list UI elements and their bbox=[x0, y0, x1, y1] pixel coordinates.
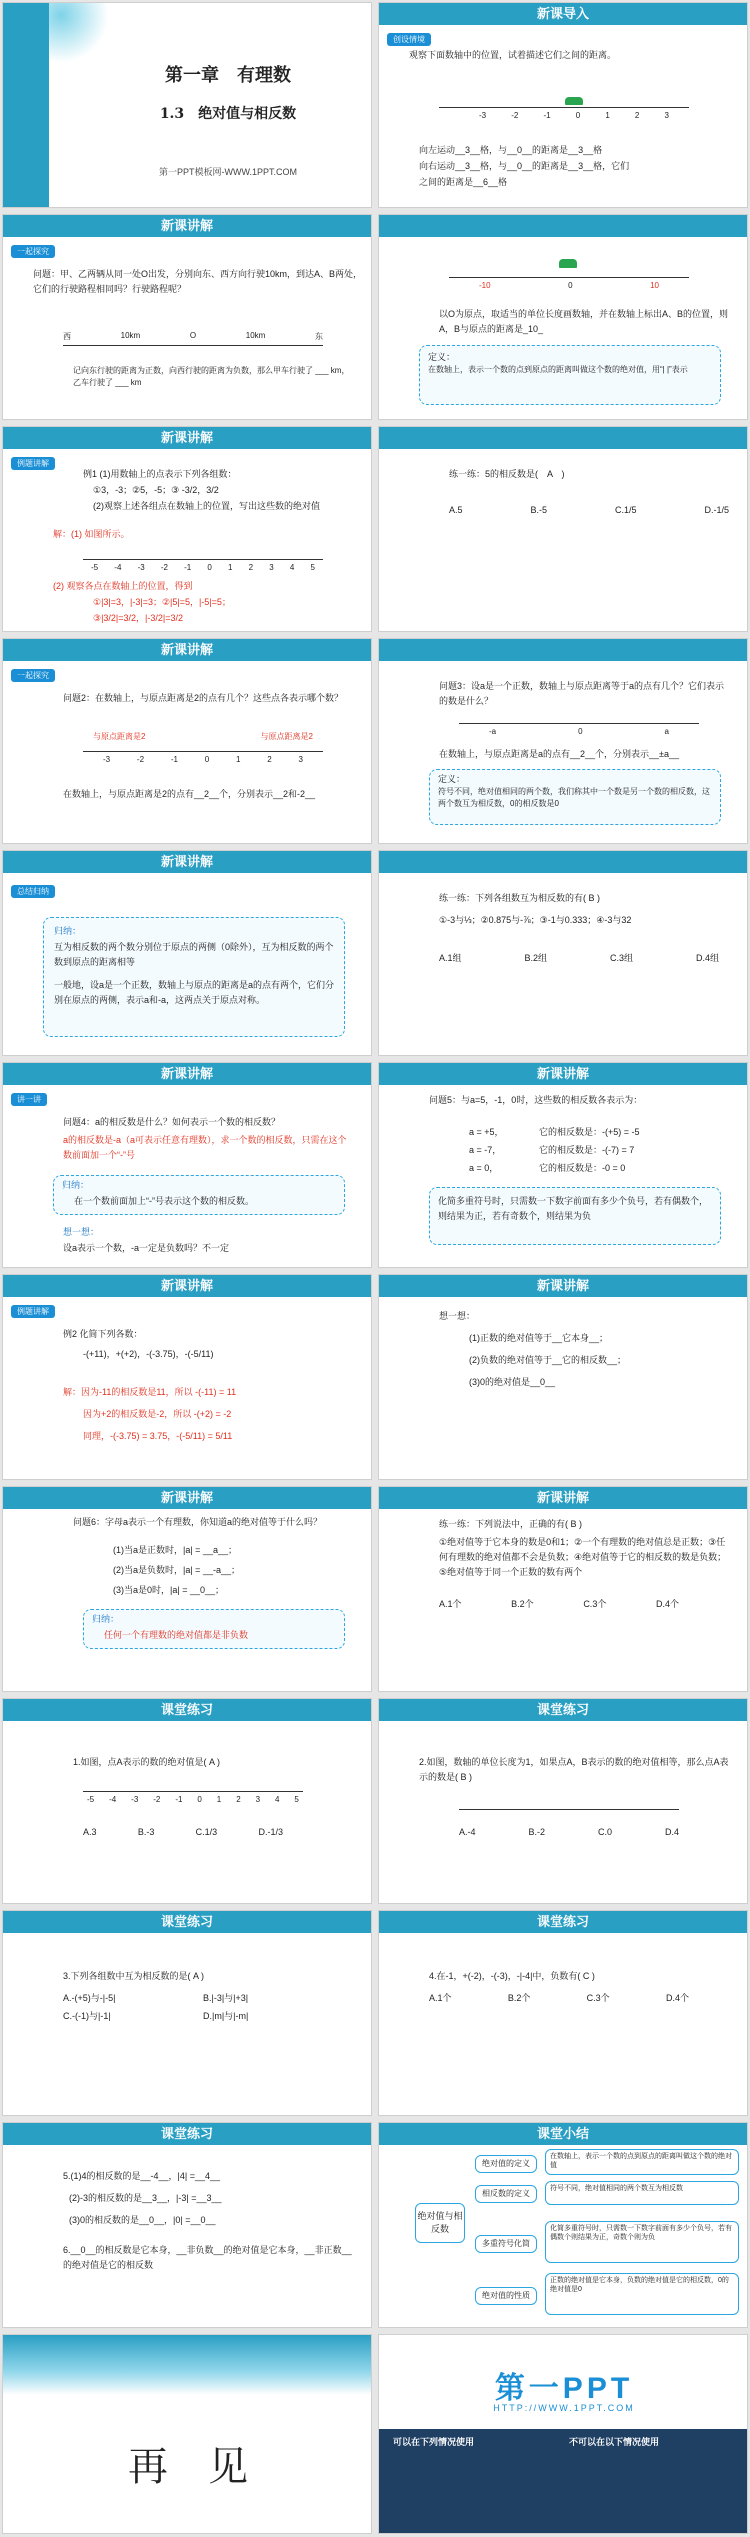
definition-title: 定义： bbox=[438, 774, 466, 784]
number-line bbox=[83, 751, 323, 752]
slide-header: 课堂练习 bbox=[3, 1911, 371, 1933]
question-text: 问题：甲、乙两辆从同一处O出发，分别向东、西方向行驶10km，到达A、B两处，它们的行驶路程相同吗？行驶路程呢？ bbox=[33, 269, 363, 294]
summary-text: 在一个数前面加上“-”号表示这个数的相反数。 bbox=[74, 1196, 254, 1206]
tick-labels: -5 -4 -3 -2 -1 0 1 2 3 4 5 bbox=[91, 563, 315, 572]
slide-practice-1 bbox=[378, 426, 748, 632]
info-panel bbox=[379, 2429, 748, 2534]
solution-1: 解：因为-11的相反数是11，所以 -(-11) = 11 bbox=[63, 1387, 237, 1397]
slide-header bbox=[379, 427, 747, 449]
logo-text: 第一PPT bbox=[494, 2372, 634, 2405]
number-line bbox=[83, 559, 323, 560]
options bbox=[459, 1827, 679, 1837]
branch-1: 绝对值的定义 bbox=[475, 2155, 537, 2173]
road-line bbox=[63, 345, 323, 346]
option-b[interactable]: B.2个 bbox=[507, 1993, 531, 2003]
slide-header bbox=[379, 851, 747, 873]
solution-2: 因为+2的相反数是-2，所以 -(+2) = -2 bbox=[83, 1409, 232, 1419]
car-icon bbox=[559, 259, 577, 268]
option-b[interactable]: B.-5 bbox=[530, 505, 547, 515]
definition-box bbox=[429, 769, 721, 825]
tick-labels: -3 -2 -1 0 1 2 3 bbox=[479, 111, 669, 120]
slide-header: 新课讲解 bbox=[379, 1487, 747, 1509]
slide-header: 新课讲解 bbox=[3, 215, 371, 237]
slide-intro bbox=[378, 2, 748, 208]
cover-left-band bbox=[3, 3, 49, 208]
question-text: 问题5：与a=5，-1，0时，这些数的相反数各表示为： bbox=[429, 1095, 643, 1105]
line-1: 向左运动__3__格，与__0__的距离是__3__格 bbox=[419, 145, 603, 155]
answer-text: a的相反数是-a（a可表示任意有理数），求一个数的相反数，只需在这个数前面加一个“-”号 bbox=[63, 1135, 347, 1160]
distance-labels: 与原点距离是2 与原点距离是2 bbox=[93, 732, 313, 741]
line-3: 之间的距离是__6__格 bbox=[419, 177, 508, 187]
slide-header: 课堂练习 bbox=[3, 1699, 371, 1721]
slide-header: 新课讲解 bbox=[379, 1063, 747, 1085]
options bbox=[439, 1597, 679, 1610]
option-a[interactable]: A.3 bbox=[83, 1827, 97, 1837]
line-2: (2)负数的绝对值等于__它的相反数__； bbox=[469, 1355, 627, 1365]
option-d[interactable]: D.-1/3 bbox=[258, 1827, 283, 1837]
note-text: 记向东行驶的距离为正数，向西行驶的距离为负数，那么甲车行驶了 ___ km，乙车行驶了 ___ km bbox=[73, 366, 350, 387]
question-text: 1.如图，点A表示的数的绝对值是( A ) bbox=[73, 1757, 221, 1767]
branch-3: 多重符号化简 bbox=[475, 2235, 537, 2253]
summary-box bbox=[429, 1187, 721, 1245]
option-a[interactable]: A.5 bbox=[449, 505, 463, 515]
option-b[interactable]: B.-3 bbox=[137, 1827, 155, 1837]
question-text: 问题2：在数轴上，与原点距离是2的点有几个？这些点各表示哪个数？ bbox=[63, 693, 344, 703]
option-c[interactable]: C.1/3 bbox=[195, 1827, 218, 1837]
question-text: 2.如图，数轴的单位长度为1，如果点A，B表示的数的绝对值相等，那么点A表示的数是( B ) bbox=[419, 1757, 729, 1782]
tick-labels: -5 -4 -3 -2 -1 0 1 2 3 4 5 bbox=[87, 1795, 299, 1804]
slide-exercise-3 bbox=[2, 1910, 372, 2116]
slide-practice-3 bbox=[378, 1486, 748, 1692]
option-d[interactable]: D.4组 bbox=[695, 953, 719, 963]
branch-2: 相反数的定义 bbox=[475, 2185, 537, 2203]
detail-2: 符号不同，绝对值相同的两个数互为相反数 bbox=[545, 2181, 739, 2205]
slide-explore-2 bbox=[2, 638, 372, 844]
row-2-right: 它的相反数是：-(-7) = 7 bbox=[539, 1145, 635, 1155]
number-line bbox=[83, 1791, 303, 1792]
answer-2: ③|3/2|=3/2，|-3/2|=3/2 bbox=[93, 613, 183, 623]
answer-text: 在数轴上，与原点距离是a的点有__2__个，分别表示__±a__ bbox=[439, 749, 679, 759]
answer-1: ①|3|=3，|-3|=3；②|5|=5，|-5|=5； bbox=[93, 597, 231, 607]
option-a[interactable]: A.1个 bbox=[439, 1599, 462, 1609]
row-2-left: a = -7， bbox=[469, 1145, 502, 1155]
definition-box bbox=[419, 345, 721, 405]
branch-4: 绝对值的性质 bbox=[475, 2287, 537, 2305]
leaf-decoration bbox=[3, 2335, 372, 2395]
slide-summary-1 bbox=[2, 850, 372, 1056]
slide-header: 课堂练习 bbox=[379, 1911, 747, 1933]
tick-labels: -3 -2 -1 0 1 2 3 bbox=[103, 755, 303, 764]
slide-exercise-4 bbox=[378, 1910, 748, 2116]
summary-title: 归纳： bbox=[62, 1180, 90, 1190]
items-text: ①-3与⅓；②0.875与-⅞；③-1与0.333；④-3与32 bbox=[439, 915, 632, 925]
option-c[interactable]: C.-(-1)与|-1| bbox=[63, 2011, 111, 2021]
option-a[interactable]: A.1组 bbox=[439, 953, 462, 963]
case-1: (1)当a是正数时，|a| = __a__； bbox=[113, 1545, 237, 1555]
option-c[interactable]: C.0 bbox=[597, 1827, 612, 1837]
number-line bbox=[459, 1809, 679, 1810]
statements: ①绝对值等于它本身的数是0和1；②一个有理数的绝对值总是正数；③任何有理数的绝对值都不会是负数；④绝对值等于它的相反数的数是负数；⑤绝对值等于同一个正数的数有两个 bbox=[439, 1537, 727, 1577]
slide-ad bbox=[378, 2334, 748, 2534]
option-d[interactable]: D.|m|与|-m| bbox=[203, 2011, 249, 2021]
option-a[interactable]: A.-(+5)与-|-5| bbox=[63, 1993, 116, 2003]
slide-header: 新课讲解 bbox=[3, 639, 371, 661]
slide-header: 课堂练习 bbox=[3, 2123, 371, 2145]
option-d[interactable]: D.4个 bbox=[665, 1993, 689, 2003]
site-url[interactable]: HTTP://WWW.1PPT.COM bbox=[493, 2403, 635, 2413]
example-items: ①3，-3；②5，-5；③ -3/2，3/2 bbox=[93, 485, 219, 495]
slide-exercise-5 bbox=[2, 2122, 372, 2328]
slide-exercise-2 bbox=[378, 1698, 748, 1904]
question-text: 3.下列各组数中互为相反数的是( A ) bbox=[63, 1971, 205, 1981]
question-text: 4.在-1，+(-2)，-(-3)，-|-4|中，负数有( C ) bbox=[429, 1971, 595, 1981]
slide-example-2 bbox=[2, 1274, 372, 1480]
end-text: 再 见 bbox=[128, 2444, 248, 2490]
detail-3: 化简多重符号时，只需数一下数字前面有多少个负号，若有偶数个则结果为正，奇数个则为负 bbox=[545, 2221, 739, 2263]
section-title: 1.3 绝对值与相反数 bbox=[159, 106, 297, 122]
think-text: 设a表示一个数，-a一定是负数吗？不一定 bbox=[63, 1243, 230, 1253]
options bbox=[439, 951, 719, 964]
slide-header: 新课导入 bbox=[379, 3, 747, 25]
definition-text: 符号不同，绝对值相同的两个数，我们称其中一个数是另一个数的相反数，这两个数互为相反数，0的相反数是0 bbox=[438, 787, 710, 808]
options bbox=[429, 1991, 689, 2004]
row-3-right: 它的相反数是：-0 = 0 bbox=[539, 1163, 626, 1173]
cover-footer: 第一PPT模板网-WWW.1PPT.COM bbox=[159, 167, 297, 177]
definition-title: 定义： bbox=[428, 352, 456, 362]
tag-label: 创设情境 bbox=[387, 33, 431, 46]
slide-opposite-examples bbox=[378, 1062, 748, 1268]
summary-title: 归纳： bbox=[54, 926, 82, 936]
summary-text-1: 互为相反数的两个数分别位于原点的两侧（0除外），互为相反数的两个数到原点的距离相等 bbox=[54, 942, 334, 967]
line-4: 6.__0__的相反数是它本身，__非负数__的绝对值是它本身，__非正数__的绝对值是它的相反数 bbox=[63, 2245, 352, 2270]
option-a[interactable]: A.-4 bbox=[459, 1827, 476, 1837]
chapter-title: 第一章 有理数 bbox=[165, 65, 291, 86]
slide-header: 新课讲解 bbox=[3, 427, 371, 449]
slide-abs-def bbox=[378, 214, 748, 420]
slide-explore-1 bbox=[2, 214, 372, 420]
definition-text: 在数轴上，表示一个数的点到原点的距离叫做这个数的绝对值，用“| |”表示 bbox=[428, 365, 688, 374]
slide-header bbox=[379, 215, 747, 237]
summary-text: 任何一个有理数的绝对值都是非负数 bbox=[104, 1630, 249, 1640]
slide-example-1 bbox=[2, 426, 372, 632]
line-3: (3)0的绝对值是__0__ bbox=[469, 1377, 556, 1387]
slide-practice-2 bbox=[378, 850, 748, 1056]
line-1: (1)正数的绝对值等于__它本身__； bbox=[469, 1333, 609, 1343]
options bbox=[449, 505, 729, 515]
slide-header bbox=[379, 639, 747, 661]
tick-labels: -a 0 a bbox=[489, 727, 669, 736]
slide-question-6 bbox=[2, 1486, 372, 1692]
option-d[interactable]: D.-1/5 bbox=[704, 505, 729, 515]
option-c[interactable]: C.3个 bbox=[583, 1599, 607, 1609]
leaf-decoration bbox=[49, 3, 109, 63]
case-3: (3)当a是0时，|a| = __0__； bbox=[113, 1585, 224, 1595]
detail-4: 正数的绝对值是它本身，负数的绝对值是它的相反数，0的绝对值是0 bbox=[545, 2273, 739, 2315]
row-1-right: 它的相反数是：-(+5) = -5 bbox=[539, 1127, 640, 1137]
option-d[interactable]: D.4个 bbox=[655, 1599, 679, 1609]
slide-header: 新课讲解 bbox=[3, 1487, 371, 1509]
summary-text: 化简多重符号时，只需数一下数字前面有多少个负号，若有偶数个，则结果为正，若有奇数个，则结果为负 bbox=[438, 1196, 709, 1221]
summary-box bbox=[83, 1609, 345, 1649]
question-text: 例2 化简下列各数： bbox=[63, 1329, 143, 1339]
slide-header: 课堂小结 bbox=[379, 2123, 747, 2145]
car-icon bbox=[565, 97, 583, 105]
prompt-text: 观察下面数轴中的位置，试着描述它们之间的距离。 bbox=[409, 50, 617, 60]
options bbox=[83, 1827, 283, 1837]
option-b[interactable]: B.2组 bbox=[524, 953, 547, 963]
body-text: 以O为原点，取适当的单位长度画数轴，并在数轴上标出A、B的位置，则A，B与原点的距离是_10_ bbox=[439, 309, 729, 334]
option-c[interactable]: C.1/5 bbox=[614, 505, 637, 515]
solution-label: 解：(1) 如图所示。 bbox=[53, 529, 130, 539]
marks: -10 0 10 bbox=[479, 281, 659, 290]
question-text: 问题4：a的相反数是什么？如何表示一个数的相反数？ bbox=[63, 1117, 281, 1127]
think-title: 想一想： bbox=[63, 1227, 100, 1237]
question-text: 问题3：设a是一个正数，数轴上与原点距离等于a的点有几个？它们表示的数是什么？ bbox=[439, 681, 725, 706]
slide-exercise-1 bbox=[2, 1698, 372, 1904]
line-2: (2)-3的相反数的是__3__，|-3| =__3__ bbox=[69, 2193, 222, 2203]
number-line bbox=[459, 723, 699, 724]
slide-header: 新课讲解 bbox=[3, 1063, 371, 1085]
road-labels: 西 10km O 10km 东 bbox=[63, 331, 323, 341]
example-q2: (2)观察上述各组点在数轴上的位置，写出这些数的绝对值 bbox=[93, 501, 321, 511]
option-d[interactable]: D.4 bbox=[664, 1827, 679, 1837]
row-1-left: a = +5， bbox=[469, 1127, 504, 1137]
slide-cover bbox=[2, 2, 372, 208]
answer-text: 在数轴上，与原点距离是2的点有__2__个，分别表示__2和-2__ bbox=[63, 789, 316, 799]
option-b[interactable]: B.|-3|与|+3| bbox=[203, 1993, 249, 2003]
slide-think bbox=[378, 1274, 748, 1480]
summary-text-2: 一般地，设a是一个正数，数轴上与原点的距离是a的点有两个，它们分别在原点的两侧，表示a和-a，这两点关于原点对称。 bbox=[54, 980, 335, 1005]
example-q1: 例1 (1)用数轴上的点表示下列各组数： bbox=[83, 469, 237, 479]
center-node: 绝对值与相反数 bbox=[415, 2203, 465, 2243]
option-c[interactable]: C.3组 bbox=[609, 953, 633, 963]
tag-label: 例题讲解 bbox=[11, 1305, 55, 1318]
case-2: (2)当a是负数时，|a| = __-a__； bbox=[113, 1565, 240, 1575]
summary-box bbox=[43, 917, 345, 1037]
tag-label: 例题讲解 bbox=[11, 457, 55, 470]
tag-label: 讲一讲 bbox=[11, 1093, 47, 1106]
number-line bbox=[439, 107, 689, 108]
option-b[interactable]: B.-2 bbox=[528, 1827, 545, 1837]
option-a[interactable]: A.1个 bbox=[429, 1993, 452, 2003]
line-3: (3)0的相反数的是__0__，|0| =__0__ bbox=[69, 2215, 216, 2225]
slide-header: 新课讲解 bbox=[3, 851, 371, 873]
question-text: 练一练：5的相反数是( A ) bbox=[449, 469, 565, 479]
solution-3: 同理，-(-3.75) = 3.75，-(-5/11) = 5/11 bbox=[83, 1431, 233, 1441]
question-text: 练一练：下列各组数互为相反数的有( B ) bbox=[439, 893, 600, 903]
slide-opposite-def bbox=[378, 638, 748, 844]
col-1-title: 可以在下列情况使用 bbox=[393, 2437, 475, 2447]
summary-box bbox=[53, 1175, 345, 1215]
line-1: 5.(1)4的相反数的是__-4__，|4| =__4__ bbox=[63, 2171, 220, 2181]
items-text: -(+11)，+(+2)，-(-3.75)，-(-5/11) bbox=[83, 1349, 214, 1359]
question-text: 练一练：下列说法中，正确的有( B ) bbox=[439, 1519, 582, 1529]
option-b[interactable]: B.2个 bbox=[511, 1599, 534, 1609]
tag-label: 一起探究 bbox=[11, 245, 55, 258]
tag-label: 总结归纳 bbox=[11, 885, 55, 898]
slide-header: 新课讲解 bbox=[379, 1275, 747, 1297]
col-2-title: 不可以在以下情况使用 bbox=[569, 2437, 660, 2447]
tag-label: 一起探究 bbox=[11, 669, 55, 682]
detail-1: 在数轴上，表示一个数的点到原点的距离叫做这个数的绝对值 bbox=[545, 2149, 739, 2175]
line-2: 向右运动__3__格，与__0__的距离是__3__格，它们 bbox=[419, 161, 630, 171]
think-title: 想一想： bbox=[439, 1311, 476, 1321]
observe-text: (2) 观察各点在数轴上的位置，得到 bbox=[53, 581, 193, 591]
slide-header: 课堂练习 bbox=[379, 1699, 747, 1721]
slide-header: 新课讲解 bbox=[3, 1275, 371, 1297]
slide-end bbox=[2, 2334, 372, 2534]
option-c[interactable]: C.3个 bbox=[586, 1993, 610, 2003]
slide-summary bbox=[378, 2122, 748, 2328]
question-text: 问题6：字母a表示一个有理数，你知道a的绝对值等于什么吗？ bbox=[73, 1517, 323, 1527]
row-3-left: a = 0， bbox=[469, 1163, 499, 1173]
summary-title: 归纳： bbox=[92, 1614, 120, 1624]
number-line bbox=[449, 277, 689, 278]
slide-explain bbox=[2, 1062, 372, 1268]
